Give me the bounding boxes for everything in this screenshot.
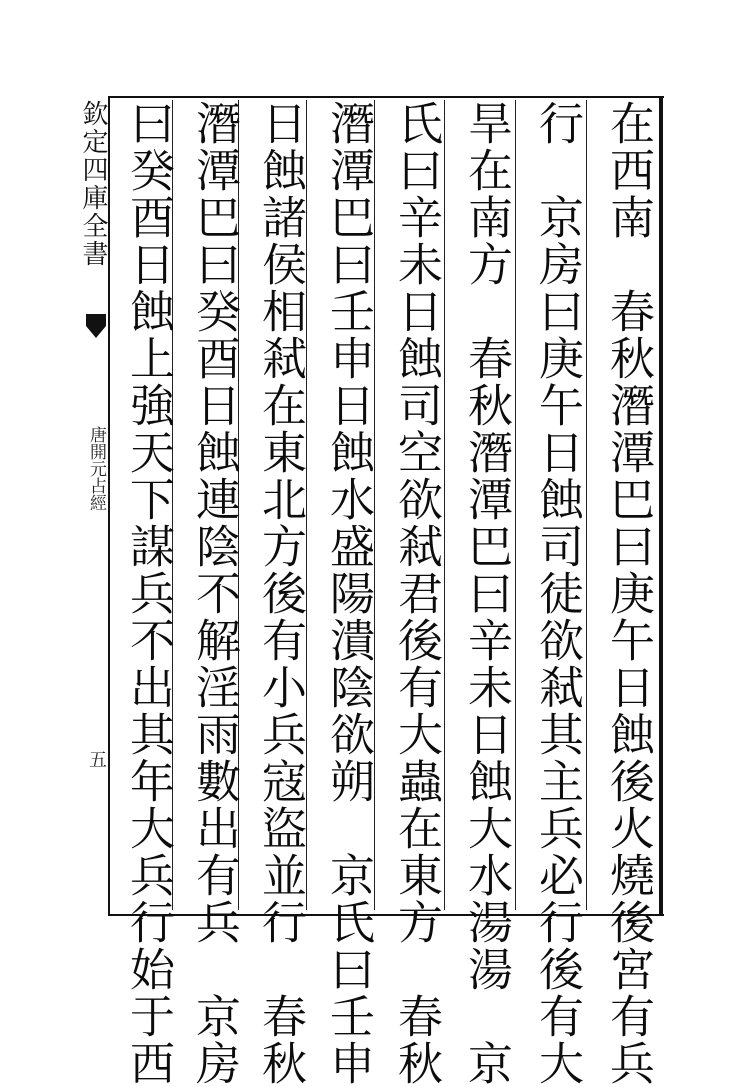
text-column-6: 日蝕諸侯相弒在東北方後有小兵寇盜並行 春秋 [254,100,307,1087]
fishtail-mark-icon [84,312,108,342]
text-column-2: 行 京房曰庚午日蝕司徒欲弒其主兵必行後有大 [531,100,584,1087]
text-column-7: 潛潭巴曰癸酉日蝕連陰不解淫雨數出有兵 京房 [188,100,241,1087]
text-column-4: 氏曰辛未日蝕司空欲弒君後有大蟲在東方 春秋 [390,100,443,1087]
text-column-5: 潛潭巴曰壬申日蝕水盛陽潰陰欲朔 京氏曰壬申 [322,100,375,1087]
text-column-1: 在西南 春秋潛潭巴曰庚午日蝕後火燒後宮有兵 [602,100,655,1087]
page-number: 五 [86,750,107,768]
text-column-3: 旱在南方 春秋潛潭巴曰辛未日蝕大水湯湯 京 [460,100,513,1087]
book-title: 唐開元占經 [86,426,106,511]
text-column-8: 曰癸酉日蝕上強天下謀兵不出其年大兵行始于西 [122,100,175,1087]
collection-title: 欽定四庫全書 [78,100,108,268]
margin-column [78,96,108,916]
text-body [114,100,660,1087]
